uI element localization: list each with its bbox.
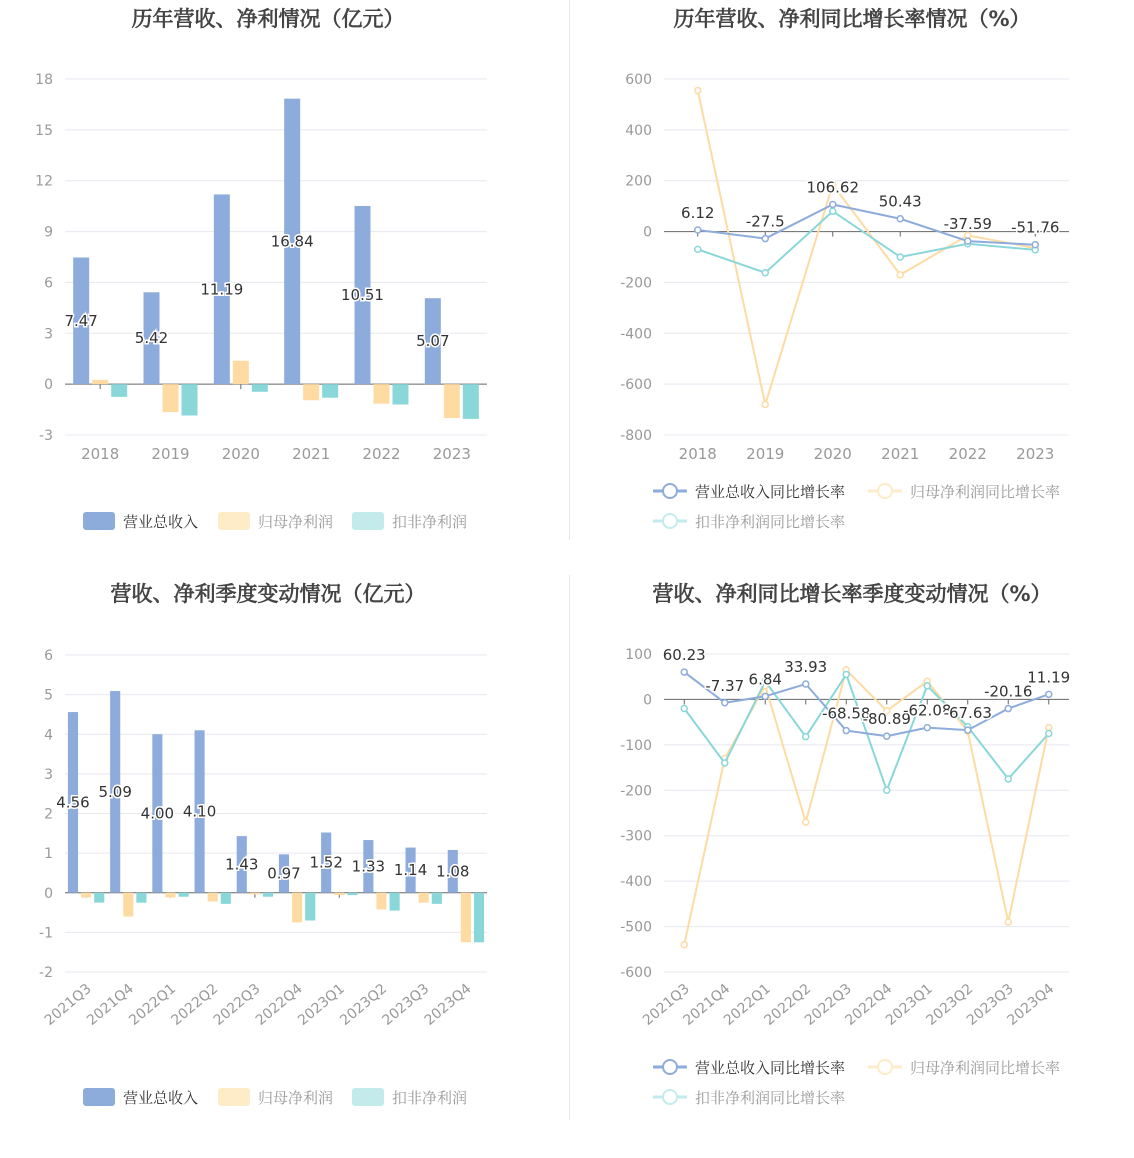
bar-net-profit xyxy=(374,384,390,403)
legend-swatch xyxy=(218,1088,250,1106)
x-tick-label: 2022Q4 xyxy=(842,980,896,1029)
chart-title: 营收、净利同比增长率季度变动情况（%） xyxy=(652,582,1052,606)
series-point xyxy=(762,401,768,407)
x-tick-label: 2023Q2 xyxy=(337,980,391,1029)
y-tick-label: -600 xyxy=(620,377,652,394)
y-tick-label: 9 xyxy=(44,224,53,241)
x-tick-label: 2022Q3 xyxy=(801,980,855,1029)
data-label: 1.14 xyxy=(393,861,428,880)
series-point xyxy=(843,728,849,734)
data-label: -51.76 xyxy=(1011,218,1060,237)
data-label: 6.12 xyxy=(681,204,715,223)
series-point xyxy=(830,201,836,207)
series-point xyxy=(762,236,768,242)
y-tick-label: -300 xyxy=(620,828,652,845)
bar-net-profit xyxy=(250,893,260,895)
y-tick-label: 2 xyxy=(44,806,53,823)
bar-net-profit xyxy=(81,893,91,898)
y-tick-label: -1 xyxy=(39,925,53,942)
x-tick-label: 2021Q4 xyxy=(84,980,137,1029)
y-tick-label: 12 xyxy=(35,173,53,190)
y-tick-label: 100 xyxy=(625,647,652,663)
data-label: -37.59 xyxy=(943,215,992,234)
data-label: -80.89 xyxy=(862,710,911,729)
bar-deducted-profit xyxy=(182,384,198,415)
x-tick-label: 2021Q3 xyxy=(41,980,95,1029)
x-tick-label: 2023Q4 xyxy=(1004,980,1058,1029)
legend-label: 营业总收入 xyxy=(123,1089,199,1107)
bar-deducted-profit xyxy=(390,893,400,911)
series-point xyxy=(681,669,687,675)
y-tick-label: 0 xyxy=(44,885,53,902)
y-tick-label: 0 xyxy=(643,692,652,709)
series-point xyxy=(1032,242,1038,248)
data-label: 6.84 xyxy=(748,670,782,689)
data-label: 5.09 xyxy=(98,782,132,801)
x-tick-label: 2019 xyxy=(746,445,785,463)
data-label: 33.93 xyxy=(784,658,828,677)
series-line-net-profit xyxy=(698,90,1036,404)
data-label: 16.84 xyxy=(270,232,314,251)
y-tick-label: -100 xyxy=(620,737,652,754)
legend-marker xyxy=(663,484,677,498)
data-label: 50.43 xyxy=(878,192,922,211)
legend-label: 扣非净利润同比增长率 xyxy=(695,513,846,531)
x-tick-label: 2020 xyxy=(221,445,260,463)
quarterly-growth-chart xyxy=(569,575,1134,1135)
series-point xyxy=(924,725,930,731)
series-point xyxy=(897,254,903,260)
legend-swatch xyxy=(83,1088,115,1106)
bar-deducted-profit xyxy=(393,384,409,404)
annual-growth-chart xyxy=(569,0,1134,545)
series-point xyxy=(681,942,687,948)
y-tick-label: 400 xyxy=(625,122,652,139)
x-tick-label: 2022 xyxy=(948,445,987,463)
series-point xyxy=(722,760,728,766)
series-point xyxy=(843,671,849,677)
bar-deducted-profit xyxy=(111,384,127,397)
y-tick-label: -200 xyxy=(620,783,652,800)
data-label: 11.19 xyxy=(1027,668,1071,687)
series-point xyxy=(681,706,687,712)
series-point xyxy=(897,216,903,222)
series-point xyxy=(897,272,903,278)
series-point xyxy=(1005,706,1011,712)
legend-label: 归母净利润 xyxy=(258,1089,334,1107)
series-point xyxy=(762,270,768,276)
data-label: 1.52 xyxy=(309,853,343,872)
series-point xyxy=(1046,725,1052,731)
bar-net-profit xyxy=(92,380,108,384)
series-point xyxy=(965,727,971,733)
series-point xyxy=(803,819,809,825)
legend-label: 营业总收入同比增长率 xyxy=(695,1059,846,1077)
x-tick-label: 2022 xyxy=(362,445,401,463)
x-tick-label: 2023 xyxy=(1016,445,1055,463)
series-point xyxy=(924,683,930,689)
chart-title: 历年营收、净利同比增长率情况（%） xyxy=(673,7,1031,31)
data-label: -20.16 xyxy=(984,682,1033,701)
y-tick-label: 3 xyxy=(44,766,53,783)
data-label: 106.62 xyxy=(806,178,859,197)
x-tick-label: 2021 xyxy=(292,445,331,463)
bar-deducted-profit xyxy=(463,384,479,419)
x-tick-label: 2021Q4 xyxy=(680,980,734,1029)
legend-label: 归母净利润同比增长率 xyxy=(910,1059,1061,1077)
chart-title: 营收、净利季度变动情况（亿元） xyxy=(110,582,426,606)
y-tick-label: 4 xyxy=(44,727,53,744)
annual-values-chart xyxy=(0,0,569,545)
legend-label: 扣非净利润同比增长率 xyxy=(695,1089,846,1107)
legend-marker xyxy=(663,1090,677,1104)
data-label: -7.37 xyxy=(705,676,745,695)
x-tick-label: 2022Q3 xyxy=(210,980,264,1029)
y-tick-label: 6 xyxy=(44,648,53,664)
bar-net-profit xyxy=(165,893,175,898)
legend-marker xyxy=(878,484,892,498)
y-tick-label: 3 xyxy=(44,326,53,343)
x-tick-label: 2021Q3 xyxy=(639,980,693,1029)
bar-deducted-profit xyxy=(94,893,104,903)
series-point xyxy=(695,246,701,252)
bar-net-profit xyxy=(376,893,386,910)
data-label: 11.19 xyxy=(200,280,244,299)
y-tick-label: -400 xyxy=(620,326,652,343)
bar-net-profit xyxy=(303,384,319,400)
series-point xyxy=(803,681,809,687)
legend-marker xyxy=(663,514,677,528)
bar-net-profit xyxy=(163,384,179,412)
y-tick-label: -800 xyxy=(620,428,652,444)
bar-net-profit xyxy=(233,361,249,384)
legend-swatch xyxy=(83,512,115,530)
data-label: 5.42 xyxy=(134,329,169,348)
series-point xyxy=(762,693,768,699)
bar-net-profit xyxy=(461,893,471,943)
legend-swatch xyxy=(352,1088,384,1106)
x-tick-label: 2021 xyxy=(881,445,920,463)
series-point xyxy=(722,700,728,706)
legend-marker xyxy=(663,1060,677,1074)
series-point xyxy=(965,238,971,244)
bar-deducted-profit xyxy=(347,893,357,895)
x-tick-label: 2023Q1 xyxy=(295,980,348,1029)
legend-label: 营业总收入同比增长率 xyxy=(695,483,846,501)
y-tick-label: 18 xyxy=(35,72,53,88)
x-tick-label: 2022Q1 xyxy=(126,980,180,1029)
x-tick-label: 2022Q1 xyxy=(720,980,774,1029)
legend-marker xyxy=(878,1060,892,1074)
bar-net-profit xyxy=(292,893,302,923)
data-label: 60.23 xyxy=(662,646,706,665)
legend-swatch xyxy=(352,512,384,530)
data-label: 1.33 xyxy=(351,857,386,876)
legend-label: 扣非净利润 xyxy=(392,513,468,531)
y-tick-label: -2 xyxy=(39,965,53,981)
series-point xyxy=(884,733,890,739)
bar-deducted-profit xyxy=(136,893,146,903)
data-label: 10.51 xyxy=(341,286,384,305)
x-tick-label: 2019 xyxy=(151,445,190,463)
data-label: 1.08 xyxy=(436,862,470,881)
bar-net-profit xyxy=(208,893,218,902)
bar-net-profit xyxy=(123,893,133,917)
data-label: -27.5 xyxy=(745,212,785,231)
bar-net-profit xyxy=(444,384,460,418)
x-tick-label: 2020 xyxy=(813,445,852,463)
legend-swatch xyxy=(218,512,250,530)
series-point xyxy=(1046,691,1052,697)
bar-deducted-profit xyxy=(432,893,442,904)
x-tick-label: 2023Q4 xyxy=(421,980,475,1029)
data-label: 0.97 xyxy=(267,864,301,883)
y-tick-label: 1 xyxy=(44,846,53,863)
series-point xyxy=(1005,776,1011,782)
y-tick-label: -200 xyxy=(620,275,652,292)
series-point xyxy=(884,787,890,793)
data-label: 4.56 xyxy=(56,793,90,812)
y-tick-label: 0 xyxy=(643,224,652,241)
x-tick-label: 2018 xyxy=(81,445,120,463)
bar-net-profit xyxy=(419,893,429,903)
bar-deducted-profit xyxy=(305,893,315,921)
series-point xyxy=(830,208,836,214)
x-tick-label: 2023Q2 xyxy=(923,980,977,1029)
y-tick-label: 600 xyxy=(625,72,652,88)
bar-deducted-profit xyxy=(179,893,189,897)
x-tick-label: 2023Q3 xyxy=(963,980,1017,1029)
chart-title: 历年营收、净利情况（亿元） xyxy=(131,7,405,31)
y-tick-label: 200 xyxy=(625,173,652,190)
data-label: 7.47 xyxy=(64,311,98,330)
y-tick-label: -3 xyxy=(39,428,53,444)
data-label: -62.08 xyxy=(903,701,952,720)
bar-deducted-profit xyxy=(221,893,231,904)
x-tick-label: 2023Q3 xyxy=(379,980,433,1029)
y-tick-label: 0 xyxy=(44,377,53,394)
series-point xyxy=(1005,919,1011,925)
bar-deducted-profit xyxy=(322,384,338,398)
legend-label: 营业总收入 xyxy=(123,513,199,531)
y-tick-label: -500 xyxy=(620,919,652,936)
x-tick-label: 2022Q2 xyxy=(761,980,815,1029)
legend-label: 归母净利润 xyxy=(258,513,334,531)
bar-deducted-profit xyxy=(263,893,273,897)
bar-net-profit xyxy=(334,893,344,895)
x-tick-label: 2018 xyxy=(678,445,717,463)
x-tick-label: 2022Q4 xyxy=(252,980,306,1029)
y-tick-label: 15 xyxy=(35,122,53,139)
series-point xyxy=(1046,731,1052,737)
x-tick-label: 2022Q2 xyxy=(168,980,222,1029)
x-tick-label: 2023 xyxy=(432,445,471,463)
data-label: 5.07 xyxy=(416,332,450,351)
data-label: 4.10 xyxy=(182,802,217,821)
data-label: -67.63 xyxy=(943,704,992,723)
series-point xyxy=(695,227,701,233)
data-label: 4.00 xyxy=(140,804,175,823)
series-point xyxy=(803,734,809,740)
y-tick-label: -400 xyxy=(620,874,652,891)
y-tick-label: -600 xyxy=(620,965,652,981)
bar-deducted-profit xyxy=(252,384,268,392)
legend-label: 归母净利润同比增长率 xyxy=(910,483,1061,501)
data-label: 1.43 xyxy=(225,855,259,874)
data-label: -68.58 xyxy=(822,704,871,723)
legend-label: 扣非净利润 xyxy=(392,1089,468,1107)
y-tick-label: 5 xyxy=(44,687,53,704)
x-tick-label: 2023Q1 xyxy=(882,980,936,1029)
quarterly-values-chart xyxy=(0,575,569,1135)
bar-deducted-profit xyxy=(474,893,484,943)
series-point xyxy=(695,87,701,93)
y-tick-label: 6 xyxy=(44,275,53,292)
